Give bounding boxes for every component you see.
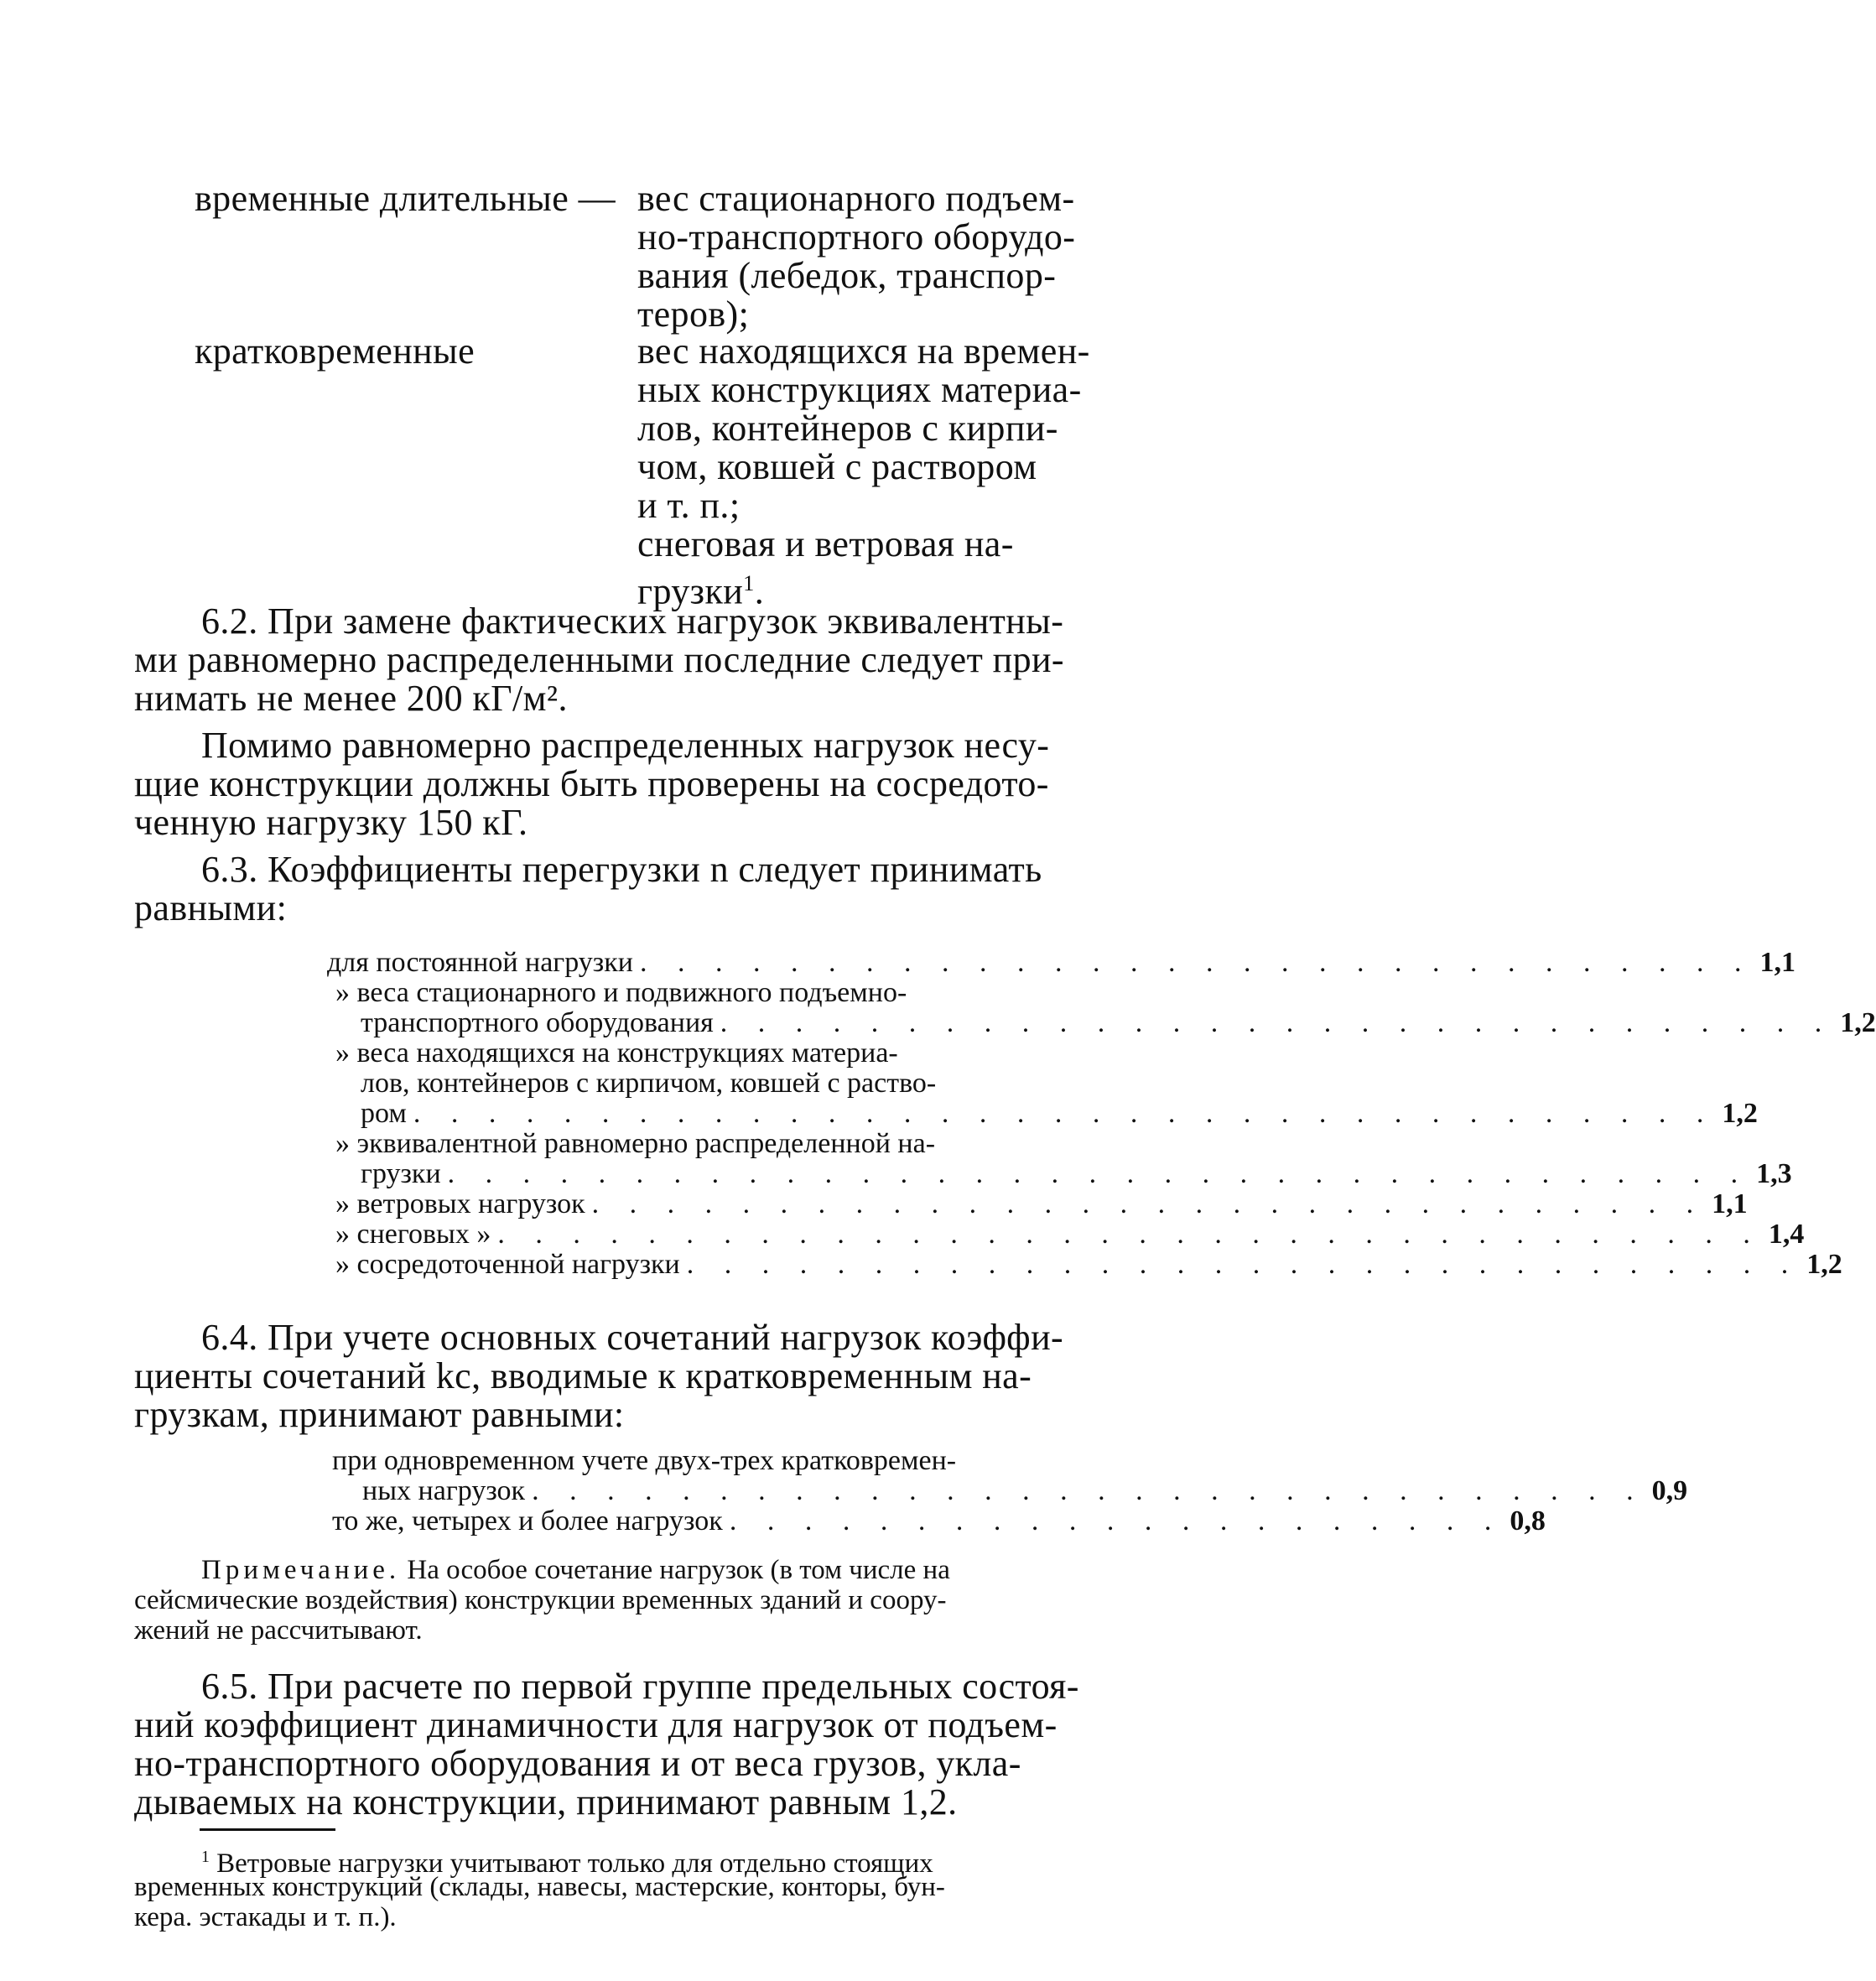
para-6-4-line: циенты сочетаний kc, вводимые к кратковременным на- bbox=[134, 1355, 1032, 1396]
para-6-5-line: 6.5. При расчете по первой группе предельных состоя- bbox=[201, 1666, 1079, 1707]
combo-row: ных нагрузок . . . . . . . . . . . . . . . . . . . . . . . . . . . . . . 0,9 bbox=[362, 1475, 1688, 1506]
coef-row-text: » эквивалентной равномерно распределенной на- bbox=[335, 1128, 936, 1159]
para-6-2b-line: Помимо равномерно распределенных нагрузок несу- bbox=[201, 725, 1050, 766]
para-6-5-line: но-транспортного оборудования и от веса грузов, укла- bbox=[134, 1743, 1021, 1784]
para-6-2b-line: щие конструкции должны быть проверены на сосредото- bbox=[134, 763, 1049, 804]
long-term-desc-line: вания (лебедок, транспор- bbox=[637, 255, 1057, 296]
para-6-2-line: нимать не менее 200 кГ/м². bbox=[134, 678, 568, 719]
long-term-desc-line: теров); bbox=[637, 294, 750, 335]
short-term-desc-line: и т. п.; bbox=[637, 485, 741, 526]
combo-row: то же, четырех и более нагрузок . . . . . . . . . . . . . . . . . . . . . 0,8 bbox=[332, 1505, 1546, 1536]
short-term-desc-line: грузки$^1$. bbox=[637, 570, 765, 612]
footnote-mark: 1 bbox=[201, 1848, 210, 1866]
long-term-desc-line: но-транспортного оборудо- bbox=[637, 216, 1076, 257]
note-line: Примечание. На особое сочетание нагрузок (в том числе на bbox=[201, 1555, 950, 1585]
short-term-desc-line: вес находящихся на времен- bbox=[637, 330, 1090, 372]
coef-row: транспортного оборудования . . . . . . . . . . . . . . . . . . . . . . . . . . . . . . 1,2 bbox=[361, 1007, 1876, 1038]
coef-row-text: » веса находящихся на конструкциях материа- bbox=[335, 1037, 898, 1068]
coef-row-text: » веса стационарного и подвижного подъемно- bbox=[335, 977, 907, 1008]
footnote-line: кера. эстакады и т. п.). bbox=[134, 1902, 397, 1932]
para-6-2b-line: ченную нагрузку 150 кГ. bbox=[134, 802, 528, 843]
para-6-5-line: ний коэффициент динамичности для нагрузок от подъем- bbox=[134, 1704, 1058, 1745]
footnote-line: $^1$ Ветровые нагрузки учитывают только для отдельно стоящих bbox=[201, 1848, 933, 1879]
footnote-ref: 1 bbox=[743, 570, 755, 595]
coef-row: для постоянной нагрузки . . . . . . . . . . . . . . . . . . . . . . . . . . . . . . 1,1 bbox=[327, 947, 1795, 978]
footnote-rule bbox=[200, 1828, 335, 1831]
para-6-5-line: дываемых на конструкции, принимают равным 1,2. bbox=[134, 1781, 958, 1822]
long-term-label: временные длительные — bbox=[195, 178, 616, 219]
para-6-3-line: равными: bbox=[134, 887, 288, 928]
para-6-2-line: ми равномерно распределенными последние следует при- bbox=[134, 639, 1064, 680]
coef-row: » сосредоточенной нагрузки . . . . . . . . . . . . . . . . . . . . . . . . . . . . . . 1,2 bbox=[335, 1249, 1842, 1280]
note-line: сейсмические воздействия) конструкции временных зданий и соору- bbox=[134, 1585, 947, 1615]
coef-row-text: лов, контейнеров с кирпичом, ковшей с раство- bbox=[361, 1068, 937, 1099]
footnote-line: временных конструкций (склады, навесы, мастерские, конторы, бун- bbox=[134, 1872, 945, 1902]
coef-row: » ветровых нагрузок . . . . . . . . . . . . . . . . . . . . . . . . . . . . . . 1,1 bbox=[335, 1188, 1748, 1219]
para-6-3-line: 6.3. Коэффициенты перегрузки n следует принимать bbox=[201, 849, 1042, 890]
coef-row: грузки . . . . . . . . . . . . . . . . . . . . . . . . . . . . . . . . . . . 1,3 bbox=[361, 1158, 1792, 1189]
coef-row: ром . . . . . . . . . . . . . . . . . . . . . . . . . . . . . . . . . . . 1,2 bbox=[361, 1098, 1758, 1129]
note-line: жений не рассчитывают. bbox=[134, 1615, 423, 1646]
short-term-desc-line: ных конструкциях материа- bbox=[637, 369, 1082, 410]
para-6-2-line: 6.2. При замене фактических нагрузок эквивалентны- bbox=[201, 601, 1064, 642]
note-label: Примечание. bbox=[201, 1555, 401, 1585]
combo-row-text: при одновременном учете двух-трех кратковремен- bbox=[332, 1445, 957, 1476]
short-term-desc-line: лов, контейнеров с кирпи- bbox=[637, 408, 1058, 449]
para-6-4-line: 6.4. При учете основных сочетаний нагрузок коэффи- bbox=[201, 1317, 1064, 1358]
short-term-label: кратковременные bbox=[195, 330, 475, 372]
short-term-desc-line: чом, ковшей с раствором bbox=[637, 446, 1037, 487]
long-term-desc-line: вес стационарного подъем- bbox=[637, 178, 1075, 219]
coef-row: » снеговых » . . . . . . . . . . . . . . . . . . . . . . . . . . . . . . . . . . 1,4 bbox=[335, 1219, 1805, 1250]
short-term-desc-line: снеговая и ветровая на- bbox=[637, 523, 1014, 564]
para-6-4-line: грузкам, принимают равными: bbox=[134, 1394, 625, 1435]
